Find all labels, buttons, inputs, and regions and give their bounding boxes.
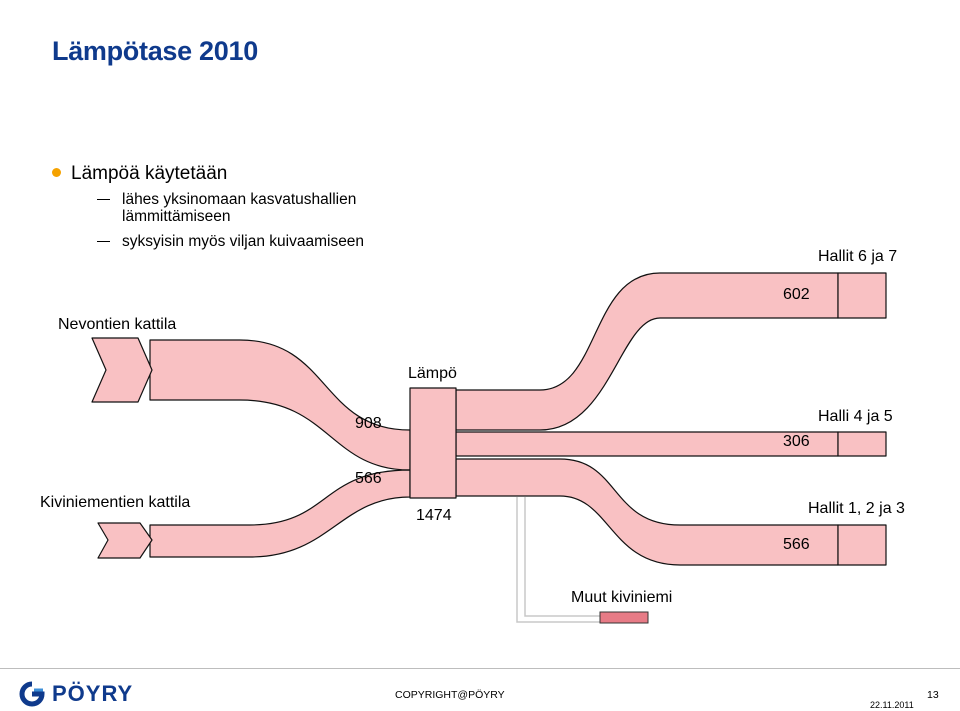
- label-muut: Muut kiviniemi: [571, 589, 673, 606]
- value-hallit67: 602: [783, 286, 810, 303]
- source-kiviniementien: [98, 523, 152, 558]
- flow-hallit45: [456, 432, 838, 456]
- value-inflow-kiviniementien: 566: [355, 470, 382, 487]
- label-hallit45: Halli 4 ja 5: [818, 408, 893, 425]
- sink-hallit67: [838, 273, 886, 318]
- logo-text: PÖYRY: [52, 681, 134, 706]
- flow-hallit67: [456, 273, 838, 430]
- sink-muut: [600, 612, 648, 623]
- flow-nevontien: [150, 340, 410, 470]
- poyry-logo: [18, 681, 133, 707]
- hub-lampo: [410, 388, 456, 498]
- value-hallit123: 566: [783, 536, 810, 553]
- sub-bullet-2-text: syksyisin myös viljan kuivaamiseen: [122, 233, 365, 250]
- copyright-text: COPYRIGHT@PÖYRY: [395, 689, 505, 701]
- label-hallit67: Hallit 6 ja 7: [818, 248, 898, 265]
- label-nevontien: Nevontien kattila: [58, 316, 177, 333]
- bullet-main-text: Lämpöä käytetään: [71, 163, 228, 184]
- label-lampo: Lämpö: [408, 365, 457, 382]
- value-hallit45: 306: [783, 433, 810, 450]
- footer-divider: [0, 668, 960, 669]
- sink-hallit45: [838, 432, 886, 456]
- footer-date: 22.11.2011: [870, 700, 914, 710]
- label-kiviniementien: Kiviniementien kattila: [40, 494, 191, 511]
- value-inflow-nevontien: 908: [355, 415, 382, 432]
- source-nevontien: [92, 338, 152, 402]
- slide-title: Lämpötase 2010: [52, 36, 258, 66]
- sink-hallit123: [838, 525, 886, 565]
- poyry-logo-icon: [18, 681, 46, 707]
- page-number: 13: [927, 689, 939, 701]
- label-hallit123: Hallit 1, 2 ja 3: [808, 500, 905, 517]
- flow-hallit123: [456, 459, 838, 565]
- sub-bullet-1-line1: lähes yksinomaan kasvatushallien: [122, 191, 357, 208]
- value-hub-total: 1474: [416, 507, 452, 524]
- sub-bullet-1-line2: lämmittämiseen: [122, 208, 231, 225]
